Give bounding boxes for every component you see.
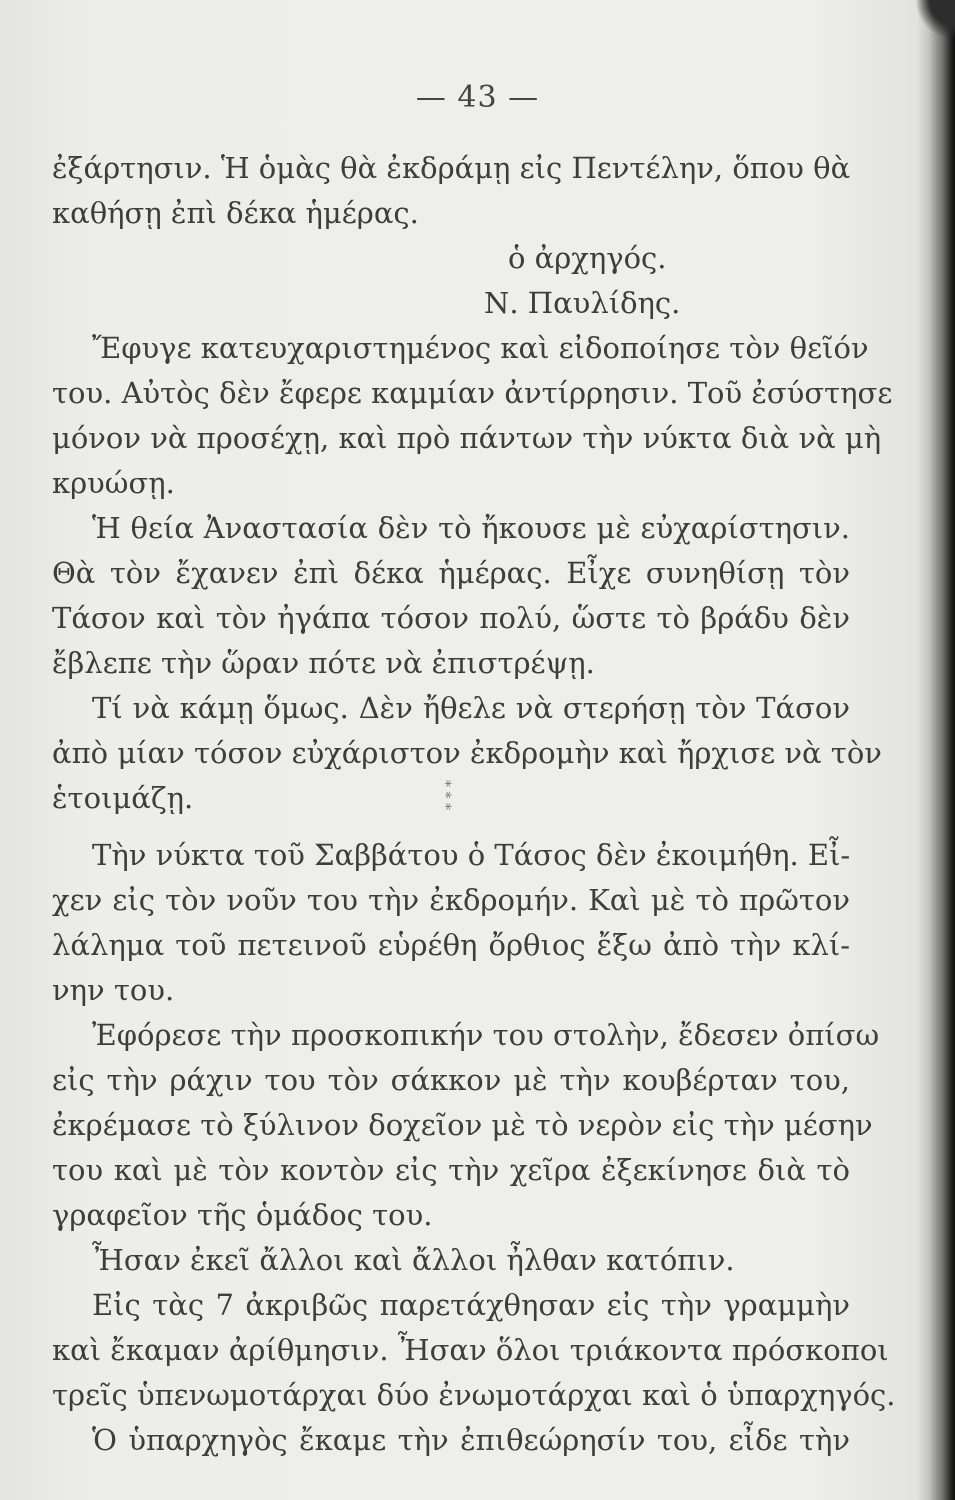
- section-break-stars: * * *: [437, 780, 453, 810]
- text-line-29: Ὁ ὑπαρχηγὸς ἔκαμε τὴν ἐπιθεώρησίν του, εἶδε τὴν: [92, 1423, 850, 1457]
- text-line-16: Τὴν νύκτα τοῦ Σαββάτου ὁ Τάσος δὲν ἐκοιμήθη. Εἶ-: [92, 838, 851, 872]
- text-line-23: του καὶ μὲ τὸν κοντὸν εἰς τὴν χεῖρα ἐξεκίνησε διὰ τὸ: [52, 1153, 850, 1187]
- text-line-24: γραφεῖον τῆς ὁμάδος του.: [52, 1198, 433, 1232]
- text-line-12: ἔβλεπε τὴν ὥραν πότε νὰ ἐπιστρέψῃ.: [52, 646, 595, 680]
- text-line-25: Ἦσαν ἐκεῖ ἄλλοι καὶ ἄλλοι ἦλθαν κατόπιν.: [92, 1243, 735, 1277]
- page-corner-shadow: [915, 0, 955, 40]
- signature-title: ὁ ἀρχηγός.: [508, 241, 667, 275]
- text-line-11: Τάσον καὶ τὸν ἠγάπα τόσον πολύ, ὥστε τὸ βράδυ δὲν: [52, 601, 850, 635]
- text-line-6: του. Αὐτὸς δὲν ἔφερε καμμίαν ἀντίρρησιν. Τοῦ ἐσύστησε: [52, 376, 893, 410]
- text-line-21: εἰς τὴν ράχιν του τὸν σάκκον μὲ τὴν κουβέρταν του,: [52, 1063, 850, 1097]
- text-line-15: ἑτοιμάζῃ.: [52, 781, 194, 815]
- text-line-10: Θὰ τὸν ἔχανεν ἐπὶ δέκα ἡμέρας. Εἶχε συνηθίσῃ τὸν: [52, 556, 850, 590]
- text-line-14: ἀπὸ μίαν τόσον εὐχάριστον ἐκδρομὴν καὶ ἤρχισε νὰ τὸν: [52, 736, 882, 770]
- text-line-9: Ἡ θεία Ἀναστασία δὲν τὸ ἤκουσε μὲ εὐχαρίστησιν.: [92, 511, 850, 545]
- text-line-2: καθήσῃ ἐπὶ δέκα ἡμέρας.: [52, 196, 419, 230]
- text-line-13: Τί νὰ κάμῃ ὅμως. Δὲν ἤθελε νὰ στερήσῃ τὸν Τάσον: [92, 691, 850, 725]
- text-line-20: Ἐφόρεσε τὴν προσκοπικήν του στολὴν, ἔδεσεν ὀπίσω: [92, 1018, 880, 1052]
- text-line-17: χεν εἰς τὸν νοῦν του τὴν ἐκδρομήν. Καὶ μὲ τὸ πρῶτον: [52, 883, 850, 917]
- page-number: — 43 —: [415, 80, 540, 115]
- signature-name: Ν. Παυλίδης.: [484, 286, 681, 320]
- text-line-8: κρυώσῃ.: [52, 466, 175, 500]
- text-line-28: τρεῖς ὑπενωμοτάρχαι δύο ἐνωμοτάρχαι καὶ ὁ ὑπαρχηγός.: [52, 1378, 896, 1412]
- binding-shadow: [929, 0, 955, 1500]
- text-line-18: λάλημα τοῦ πετεινοῦ εὑρέθη ὄρθιος ἔξω ἀπὸ τὴν κλί-: [52, 928, 850, 962]
- text-line-19: νην του.: [52, 973, 175, 1007]
- text-line-22: ἐκρέμασε τὸ ξύλινον δοχεῖον μὲ τὸ νερὸν εἰς τὴν μέσην: [52, 1108, 873, 1142]
- text-line-26: Εἰς τὰς 7 ἀκριβῶς παρετάχθησαν εἰς τὴν γραμμὴν: [92, 1288, 850, 1322]
- text-line-7: μόνον νὰ προσέχῃ, καὶ πρὸ πάντων τὴν νύκτα διὰ νὰ μὴ: [52, 421, 882, 455]
- text-line-1: ἐξάρτησιν. Ἡ ὁμὰς θὰ ἐκδράμῃ εἰς Πεντέλην, ὅπου θὰ: [52, 151, 851, 185]
- text-line-5: Ἔφυγε κατευχαριστημένος καὶ εἰδοποίησε τὸν θεῖόν: [92, 331, 869, 365]
- text-line-27: καὶ ἔκαμαν ἀρίθμησιν. Ἦσαν ὅλοι τριάκοντα πρόσκοποι: [52, 1333, 889, 1367]
- section-break: [425, 768, 465, 828]
